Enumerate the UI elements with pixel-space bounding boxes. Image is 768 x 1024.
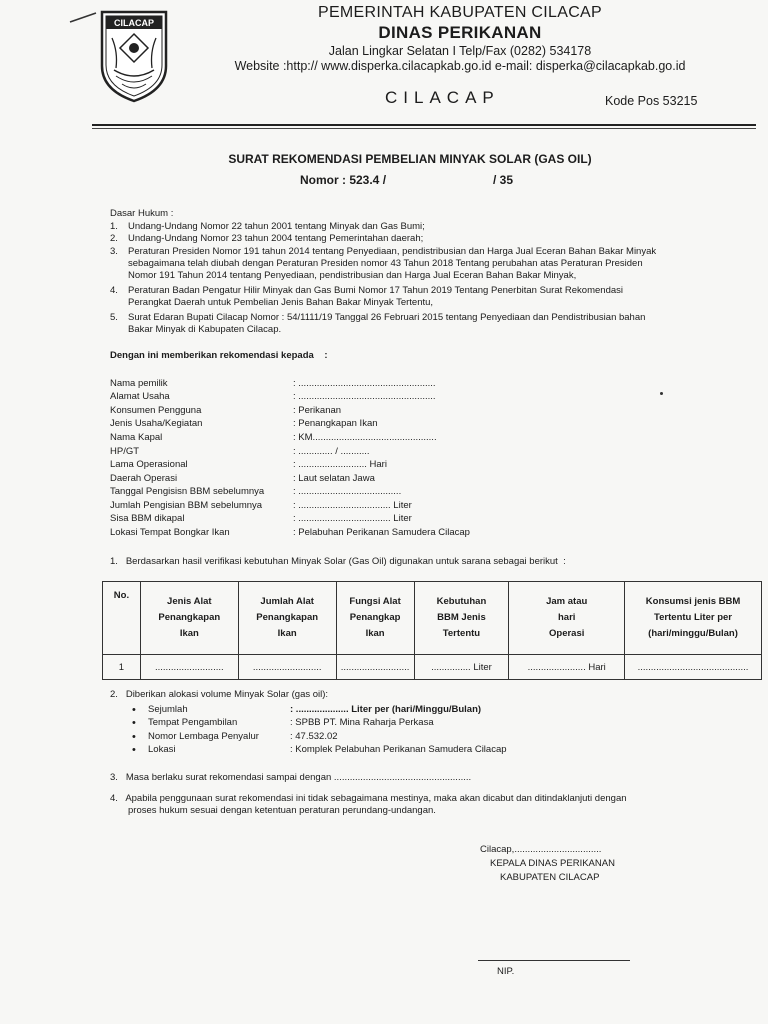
allocation-value: : .................... Liter per (hari/Minggu/Bulan) bbox=[290, 704, 482, 715]
table-cell: .......................... bbox=[336, 655, 414, 680]
field-value: : Penangkapan Ikan bbox=[293, 418, 378, 429]
allocation-value: : SPBB PT. Mina Raharja Perkasa bbox=[290, 717, 434, 728]
field-value: : .................................................... bbox=[293, 391, 436, 402]
allocation-value: : Komplek Pelabuhan Perikanan Samudera Cilacap bbox=[290, 744, 507, 755]
point-3-text: 3. Masa berlaku surat rekomendasi sampai dengan .................................................... bbox=[110, 772, 472, 783]
table-cell: .......................................... bbox=[625, 655, 762, 680]
signature-place-date: Cilacap,................................. bbox=[480, 844, 602, 855]
legal-basis-line: sebagaimana telah diubah dengan Peraturan Presiden nomor 43 Tahun 2018 Tentang perubahan atas Peraturan Presiden bbox=[128, 258, 643, 269]
legal-basis-line: Peraturan Badan Pengatur Hilir Minyak dan Gas Bumi Nomor 17 Tahun 2019 Tentang Penerbitan Surat Rekomendasi bbox=[128, 285, 623, 296]
legal-basis-line: Surat Edaran Bupati Cilacap Nomor : 54/1111/19 Tanggal 26 Februari 2015 tentang Penyediaan dan Pendistribusian bahan bbox=[128, 312, 646, 323]
field-label: HP/GT bbox=[110, 446, 140, 457]
header-gear-function: Fungsi Alat Penangkap Ikan bbox=[336, 582, 414, 655]
legal-basis-line: Nomor 191 Tahun 2014 tentang Penyediaan, pendistribusian dan Harga Jual Eceran Bahan Bakar Minyak, bbox=[128, 270, 577, 281]
field-label: Tanggal Pengisisn BBM sebelumnya bbox=[110, 486, 265, 497]
legal-basis-heading: Dasar Hukum : bbox=[110, 208, 174, 219]
allocation-label: Lokasi bbox=[148, 744, 176, 755]
letterhead-rule-thick bbox=[92, 124, 756, 126]
field-label: Nama Kapal bbox=[110, 432, 163, 443]
field-value: : ....................................... bbox=[293, 486, 402, 497]
point-2-heading: 2. Diberikan alokasi volume Minyak Solar (gas oil): bbox=[110, 689, 329, 700]
field-value: : .......................... Hari bbox=[293, 459, 387, 470]
legal-basis-num: 4. bbox=[110, 285, 118, 296]
field-label: Jumlah Pengisian BBM sebelumnya bbox=[110, 500, 263, 511]
point-4-text: 4. Apabila penggunaan surat rekomendasi ini tidak sebagaimana mestinya, maka akan dicabut dan ditindaklanjuti dengan bbox=[110, 793, 627, 804]
signature-title-line2: KABUPATEN CILACAP bbox=[500, 872, 600, 883]
header-operating-hours: Jam atau hari Operasi bbox=[509, 582, 625, 655]
legal-basis-line: Undang-Undang Nomor 23 tahun 2004 tentang Pemerintahan daerah; bbox=[128, 233, 424, 244]
ink-speck bbox=[660, 392, 663, 395]
pen-stroke-mark bbox=[68, 10, 98, 24]
legal-basis-line: Perangkat Daerah untuk Pembelian Jenis Bahan Bakar Minyak Tertentu, bbox=[128, 297, 434, 308]
svg-text:CILACAP: CILACAP bbox=[114, 18, 154, 28]
header-no: No. bbox=[103, 582, 141, 655]
table-row bbox=[103, 655, 762, 680]
field-label: Lokasi Tempat Bongkar Ikan bbox=[110, 527, 230, 538]
bullet-icon: • bbox=[132, 744, 136, 756]
field-value: : ................................... Liter bbox=[293, 500, 412, 511]
field-label: Daerah Operasi bbox=[110, 473, 178, 484]
field-value: : ................................... Liter bbox=[293, 513, 412, 524]
point-4-text-cont: proses hukum sesuai dengan ketentuan peraturan perundang-undangan. bbox=[128, 805, 436, 816]
cilacap-coat-of-arms-logo bbox=[98, 8, 170, 104]
fuel-requirement-table bbox=[102, 581, 762, 680]
field-value: : .................................................... bbox=[293, 378, 436, 389]
document-title: SURAT REKOMENDASI PEMBELIAN MINYAK SOLAR (GAS OIL) bbox=[228, 152, 592, 166]
allocation-label: Sejumlah bbox=[148, 704, 188, 715]
allocation-label: Nomor Lembaga Penyalur bbox=[148, 731, 259, 742]
field-label: Lama Operasional bbox=[110, 459, 188, 470]
postal-code: Kode Pos 53215 bbox=[605, 94, 698, 108]
office-address: Jalan Lingkar Selatan I Telp/Fax (0282) 534178 bbox=[328, 44, 592, 58]
field-value: : Pelabuhan Perikanan Samudera Cilacap bbox=[293, 527, 470, 538]
table-cell: ...................... Hari bbox=[509, 655, 625, 680]
signature-nip: NIP. bbox=[497, 966, 515, 977]
table-header-row bbox=[103, 582, 762, 655]
field-value: : Laut selatan Jawa bbox=[293, 473, 375, 484]
field-label: Sisa BBM dikapal bbox=[110, 513, 185, 524]
table-cell: .......................... bbox=[238, 655, 336, 680]
field-label: Konsumen Pengguna bbox=[110, 405, 202, 416]
field-value: : ............. / ........... bbox=[293, 446, 370, 457]
header-fishing-gear-count: Jumlah Alat Penangkapan Ikan bbox=[238, 582, 336, 655]
field-value: : KM............................................... bbox=[293, 432, 437, 443]
field-value: : Perikanan bbox=[293, 405, 342, 416]
government-name: PEMERINTAH KABUPATEN CILACAP bbox=[317, 4, 602, 21]
signature-line bbox=[478, 960, 630, 961]
legal-basis-num: 2. bbox=[110, 233, 118, 244]
header-fuel-consumption: Konsumsi jenis BBM Tertentu Liter per (hari/minggu/Bulan) bbox=[625, 582, 762, 655]
header-fishing-gear-type: Jenis Alat Penangkapan Ikan bbox=[140, 582, 238, 655]
city-name: CILACAP bbox=[385, 88, 500, 107]
bullet-icon: • bbox=[132, 731, 136, 743]
point-1-text: 1. Berdasarkan hasil verifikasi kebutuhan Minyak Solar (Gas Oil) digunakan untuk sarana sebagai berikut : bbox=[110, 556, 566, 567]
field-label: Nama pemilik bbox=[110, 378, 168, 389]
legal-basis-line: Bakar Minyak di Kabupaten Cilacap. bbox=[128, 324, 282, 335]
allocation-value: : 47.532.02 bbox=[290, 731, 338, 742]
legal-basis-num: 5. bbox=[110, 312, 118, 323]
bullet-icon: • bbox=[132, 704, 136, 716]
legal-basis-line: Undang-Undang Nomor 22 tahun 2001 tentang Minyak dan Gas Bumi; bbox=[128, 221, 425, 232]
document-number: Nomor : 523.4 / bbox=[300, 173, 387, 187]
field-label: Alamat Usaha bbox=[110, 391, 170, 402]
legal-basis-num: 1. bbox=[110, 221, 118, 232]
signature-title-line1: KEPALA DINAS PERIKANAN bbox=[490, 858, 615, 869]
header-fuel-need: Kebutuhan BBM Jenis Tertentu bbox=[414, 582, 509, 655]
legal-basis-num: 3. bbox=[110, 246, 118, 257]
letterhead-rule-thin bbox=[92, 128, 756, 129]
office-website: Website :http:// www.disperka.cilacapkab.go.id e-mail: disperka@cilacapkab.go.id bbox=[234, 59, 686, 73]
recommendation-intro: Dengan ini memberikan rekomendasi kepada : bbox=[110, 350, 328, 361]
table-cell: 1 bbox=[103, 655, 141, 680]
table-cell: .......................... bbox=[140, 655, 238, 680]
legal-basis-line: Peraturan Presiden Nomor 191 tahun 2014 tentang Penyediaan, pendistribusian dan Harga Jual Eceran Bahan Bakar Minyak bbox=[128, 246, 657, 257]
table-cell: ............... Liter bbox=[414, 655, 509, 680]
office-name: DINAS PERIKANAN bbox=[378, 23, 542, 42]
field-label: Jenis Usaha/Kegiatan bbox=[110, 418, 203, 429]
document-number-suffix: / 35 bbox=[493, 173, 514, 187]
allocation-label: Tempat Pengambilan bbox=[148, 717, 238, 728]
bullet-icon: • bbox=[132, 717, 136, 729]
